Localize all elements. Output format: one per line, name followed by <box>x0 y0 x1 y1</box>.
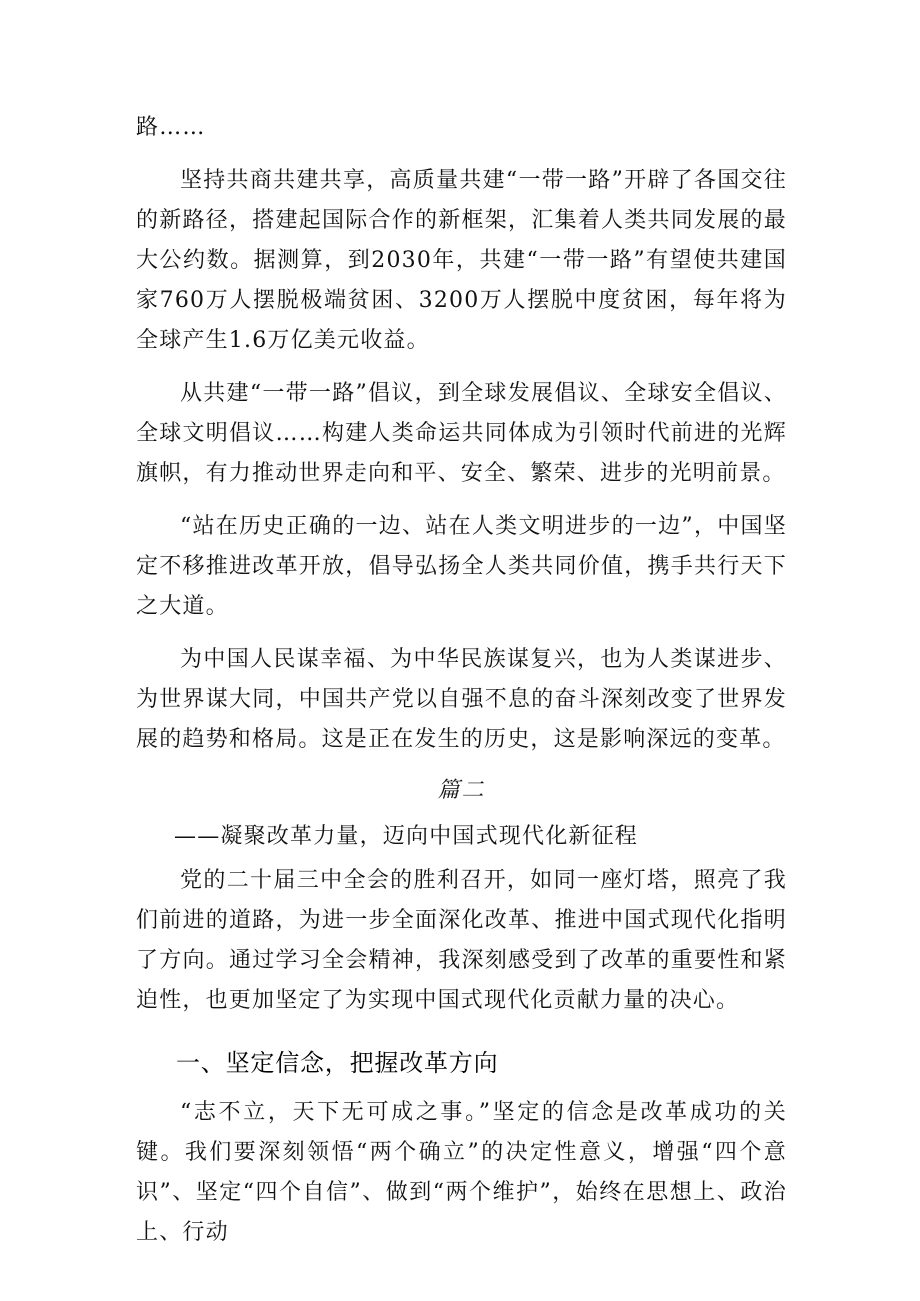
paragraph-history: “站在历史正确的一边、站在人类文明进步的一边”，中国坚定不移推进改革开放，倡导弘扬全人类共同价值，携手共行天下之大道。 <box>136 514 787 619</box>
section-title: 篇二 <box>437 778 486 803</box>
section-heading: 一、坚定信念，把握改革方向 <box>176 1049 499 1077</box>
paragraph-fragment: 路…… <box>136 115 206 140</box>
paragraph-intro: 党的二十届三中全会的胜利召开，如同一座灯塔，照亮了我们前进的道路，为进一步全面深化改革、推进中国式现代化指明了方向。通过学习全会精神，我深刻感受到了改革的重要性和紧迫性，也更加坚定了为实现中国式现代化贡献力量的决心。 <box>136 868 787 1013</box>
paragraph-initiatives: 从共建“一带一路”倡议，到全球发展倡议、全球安全倡议、全球文明倡议……构建人类命运共同体成为引领时代前进的光辉旗帜，有力推动世界走向和平、安全、繁荣、进步的光明前景。 <box>136 381 787 486</box>
section-subtitle: ——凝聚改革力量，迈向中国式现代化新征程 <box>174 824 639 849</box>
paragraph-belt-road: 坚持共商共建共享，高质量共建“一带一路”开辟了各国交往的新路径，搭建起国际合作的新框架，汇集着人类共同发展的最大公约数。据测算，到2030年，共建“一带一路”有望使共建国家760万人摆脱极端贫困、3200万人摆脱中度贫困，每年将为全球产生1.6万亿美元收益。 <box>136 168 787 353</box>
paragraph-belief: “志不立，天下无可成之事。”坚定的信念是改革成功的关键。我们要深刻领悟“两个确立”的决定性意义，增强“四个意识”、坚定“四个自信”、做到“两个维护”，始终在思想上、政治上、行动 <box>136 1100 787 1245</box>
paragraph-party: 为中国人民谋幸福、为中华民族谋复兴，也为人类谋进步、为世界谋大同，中国共产党以自强不息的奋斗深刻改变了世界发展的趋势和格局。这是正在发生的历史，这是影响深远的变革。 <box>136 647 787 752</box>
